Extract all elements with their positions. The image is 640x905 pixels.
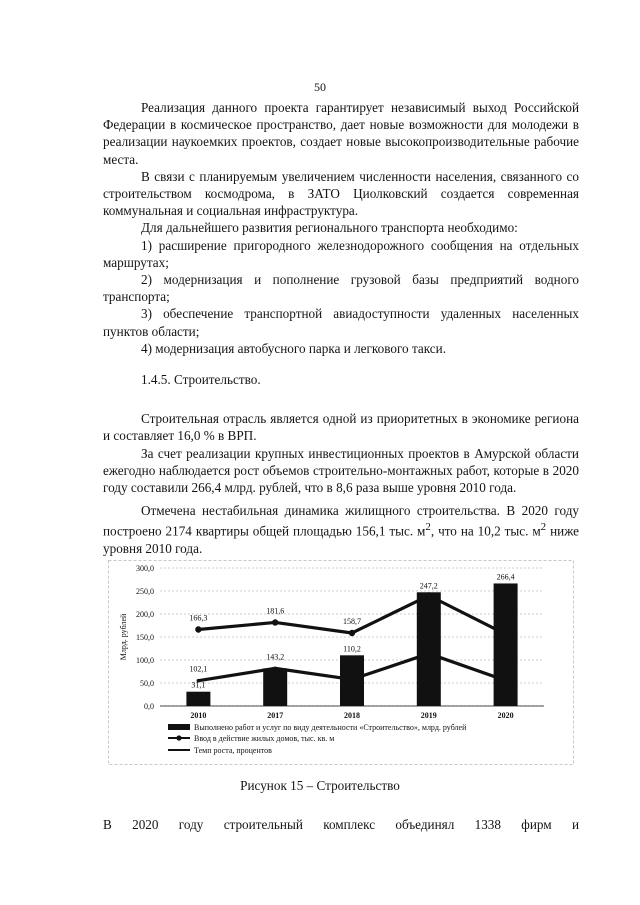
- y-tick-label: 250,0: [136, 587, 154, 596]
- section-heading: 1.4.5. Строительство.: [141, 372, 261, 388]
- housing-data-label: 166,3: [189, 613, 208, 623]
- x-tick-label: 2020: [497, 711, 514, 720]
- bar: [186, 692, 210, 706]
- growth-data-label: 143,2: [266, 652, 285, 662]
- legend-swatch-bar: [168, 724, 190, 730]
- bar-data-label: 247,2: [419, 581, 438, 591]
- legend-label: Темп роста, процентов: [194, 746, 272, 755]
- housing-point: [502, 631, 508, 637]
- y-tick-label: 150,0: [136, 633, 154, 642]
- list-item: 2) модернизация и пополнение грузовой базы предприятий водного транспорта;: [103, 272, 579, 305]
- document-body: [103, 99, 579, 557]
- page-number: 50: [314, 80, 326, 94]
- housing-point: [349, 630, 355, 636]
- list-item: 1) расширение пригородного железнодорожного сообщения на отдельных маршрутах;: [103, 237, 579, 270]
- growth-data-label: 102,1: [189, 664, 208, 674]
- x-tick-label: 2017: [267, 711, 284, 720]
- y-axis-title: Млрд. рублей: [119, 613, 128, 661]
- growth-point: [504, 679, 508, 683]
- legend-label: Выполнено работ и услуг по виду деятельности «Строительство», млрд. рублей: [194, 723, 467, 732]
- figure-caption: Рисунок 15 – Строительство: [240, 778, 400, 793]
- housing-line: [198, 596, 505, 635]
- list-item: 3) обеспечение транспортной авиадоступности удаленных населенных пунктов области;: [103, 306, 579, 339]
- housing-point: [272, 619, 278, 625]
- y-tick-label: 200,0: [136, 610, 154, 619]
- paragraph: За счет реализации крупных инвестиционных проектов в Амурской области ежегодно наблюдается рост объемов строительно-монтажных работ, которые в 2020 году составили 266,4 млрд. рублей, что в 8,6 раза выше уровня 2010 года.: [103, 445, 579, 496]
- paragraph: Для дальнейшего развития регионального транспорта необходимо:: [141, 220, 518, 236]
- housing-point: [195, 626, 201, 632]
- growth-point: [350, 678, 354, 682]
- paragraph: В связи с планируемым увеличением численности населения, связанного со строительством космодрома, в ЗАТО Циолковский создается современная коммунальная и социальная инфраструктура.: [103, 168, 579, 219]
- y-tick-label: 50,0: [140, 679, 154, 688]
- housing-point: [426, 592, 432, 598]
- y-tick-label: 300,0: [136, 564, 154, 573]
- construction-chart: [108, 560, 574, 765]
- chart-svg: [108, 560, 574, 765]
- final-line: В 2020 году строительный комплекс объединял 1338 фирм и: [103, 817, 579, 832]
- housing-data-label: 158,7: [343, 616, 361, 626]
- growth-point: [273, 667, 277, 671]
- bar: [417, 592, 441, 706]
- x-tick-label: 2010: [190, 711, 207, 720]
- x-tick-label: 2019: [420, 711, 437, 720]
- bar-data-label: 31,1: [191, 680, 206, 690]
- growth-point: [427, 652, 431, 656]
- bar: [263, 668, 287, 706]
- y-tick-label: 100,0: [136, 656, 154, 665]
- bar: [494, 583, 518, 706]
- y-tick-label: 0,0: [144, 702, 154, 711]
- paragraph: Строительная отрасль является одной из приоритетных в экономике региона и составляет 16,0 % в ВРП.: [103, 411, 579, 444]
- x-tick-label: 2018: [344, 711, 360, 720]
- legend-label: Ввод в действие жилых домов, тыс. кв. м: [194, 734, 335, 743]
- bar-data-label: 266,4: [496, 572, 515, 582]
- paragraph: Реализация данного проекта гарантирует независимый выход Российской Федерации в космическое пространство, дает новые возможности для молодежи в реализации наукоемких проектов, создает новые высокопроизводительные рабочие места.: [103, 100, 579, 167]
- bar-data-label: 110,2: [343, 644, 361, 654]
- housing-paragraph: Отмечена нестабильная динамика жилищного строительства. В 2020 году построено 2174 квартиры общей площадью 156,1 тыс. $м^2$, что на 10,2 тыс. $м^2$ ниже уровня 2010 года.: [103, 503, 579, 557]
- housing-data-label: 181,6: [266, 606, 285, 616]
- legend-marker-housing: [176, 735, 181, 740]
- list-item: 4) модернизация автобусного парка и легкового такси.: [141, 340, 447, 356]
